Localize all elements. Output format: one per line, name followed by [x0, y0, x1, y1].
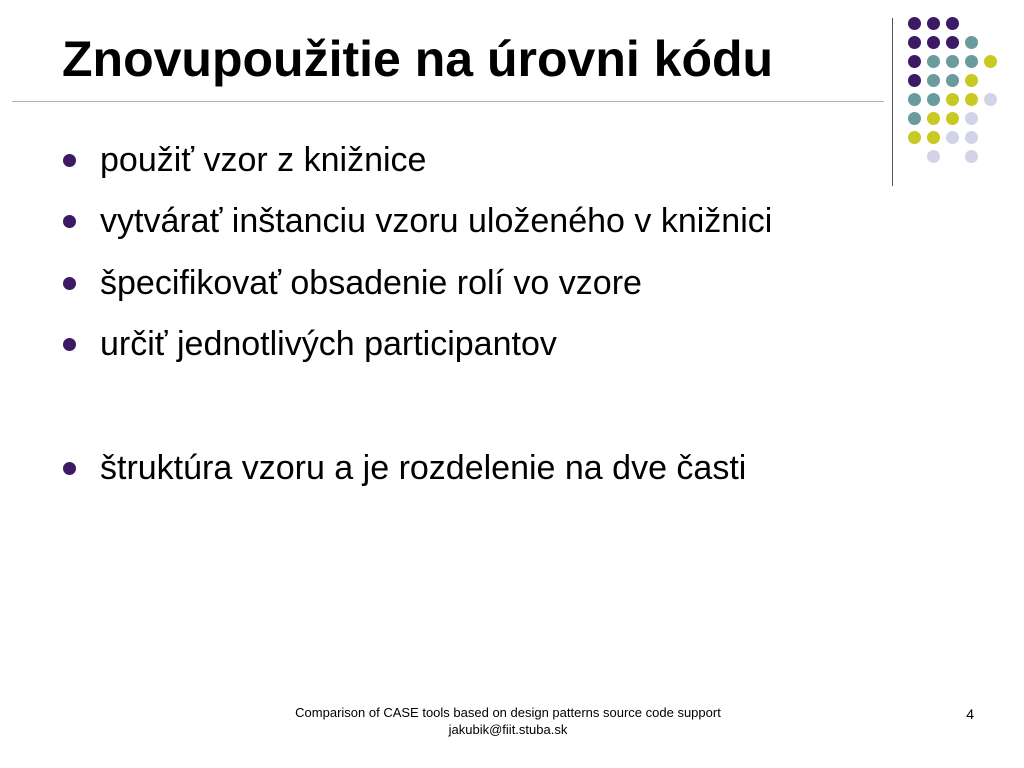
- decor-dot: [927, 36, 940, 49]
- bullet-text: použiť vzor z knižnice: [100, 141, 427, 179]
- decor-dot: [946, 36, 959, 49]
- decor-dot: [984, 55, 997, 68]
- decor-dot: [965, 36, 978, 49]
- decor-dot: [965, 55, 978, 68]
- decor-dot: [946, 93, 959, 106]
- decor-dot: [927, 17, 940, 30]
- footer-caption: Comparison of CASE tools based on design patterns source code support: [295, 705, 721, 720]
- decor-dot: [984, 93, 997, 106]
- decor-dot: [965, 112, 978, 125]
- decor-dot: [908, 55, 921, 68]
- decor-dot: [946, 131, 959, 144]
- footer-email: jakubik@fiit.stuba.sk: [448, 722, 568, 737]
- bullet-text: špecifikovať obsadenie rolí vo vzore: [100, 264, 642, 302]
- decor-dot: [927, 112, 940, 125]
- decor-dot: [927, 55, 940, 68]
- decor-dot: [946, 112, 959, 125]
- decor-dot: [965, 131, 978, 144]
- decor-dot: [946, 55, 959, 68]
- vertical-divider: [892, 18, 893, 186]
- decor-dot: [965, 150, 978, 163]
- decor-dot: [908, 17, 921, 30]
- bullet-item: [100, 263, 642, 303]
- decorative-dot-grid: [908, 17, 1008, 162]
- decor-dot: [965, 74, 978, 87]
- bullet-item: [100, 448, 746, 488]
- bullet-marker: [63, 338, 76, 351]
- bullet-marker: [63, 154, 76, 167]
- decor-dot: [908, 131, 921, 144]
- decor-dot: [927, 74, 940, 87]
- bullet-marker: [63, 462, 76, 475]
- decor-dot: [946, 17, 959, 30]
- decor-dot: [946, 74, 959, 87]
- decor-dot: [908, 93, 921, 106]
- decor-dot: [908, 112, 921, 125]
- decor-dot: [965, 93, 978, 106]
- decor-dot: [927, 150, 940, 163]
- bullet-item: [100, 324, 557, 364]
- title-divider: [12, 101, 884, 102]
- decor-dot: [908, 74, 921, 87]
- decor-dot: [927, 131, 940, 144]
- page-number: 4: [966, 706, 974, 722]
- slide-footer: [258, 704, 758, 738]
- decor-dot: [927, 93, 940, 106]
- bullet-marker: [63, 215, 76, 228]
- bullet-text: určiť jednotlivých participantov: [100, 325, 557, 363]
- bullet-text: štruktúra vzoru a je rozdelenie na dve časti: [100, 449, 747, 487]
- bullet-item: [100, 140, 426, 180]
- bullet-item: [100, 201, 772, 241]
- decor-dot: [908, 36, 921, 49]
- bullet-text: vytvárať inštanciu vzoru uloženého v knižnici: [100, 202, 773, 240]
- slide-title: Znovupoužitie na úrovni kódu: [62, 31, 774, 87]
- bullet-marker: [63, 277, 76, 290]
